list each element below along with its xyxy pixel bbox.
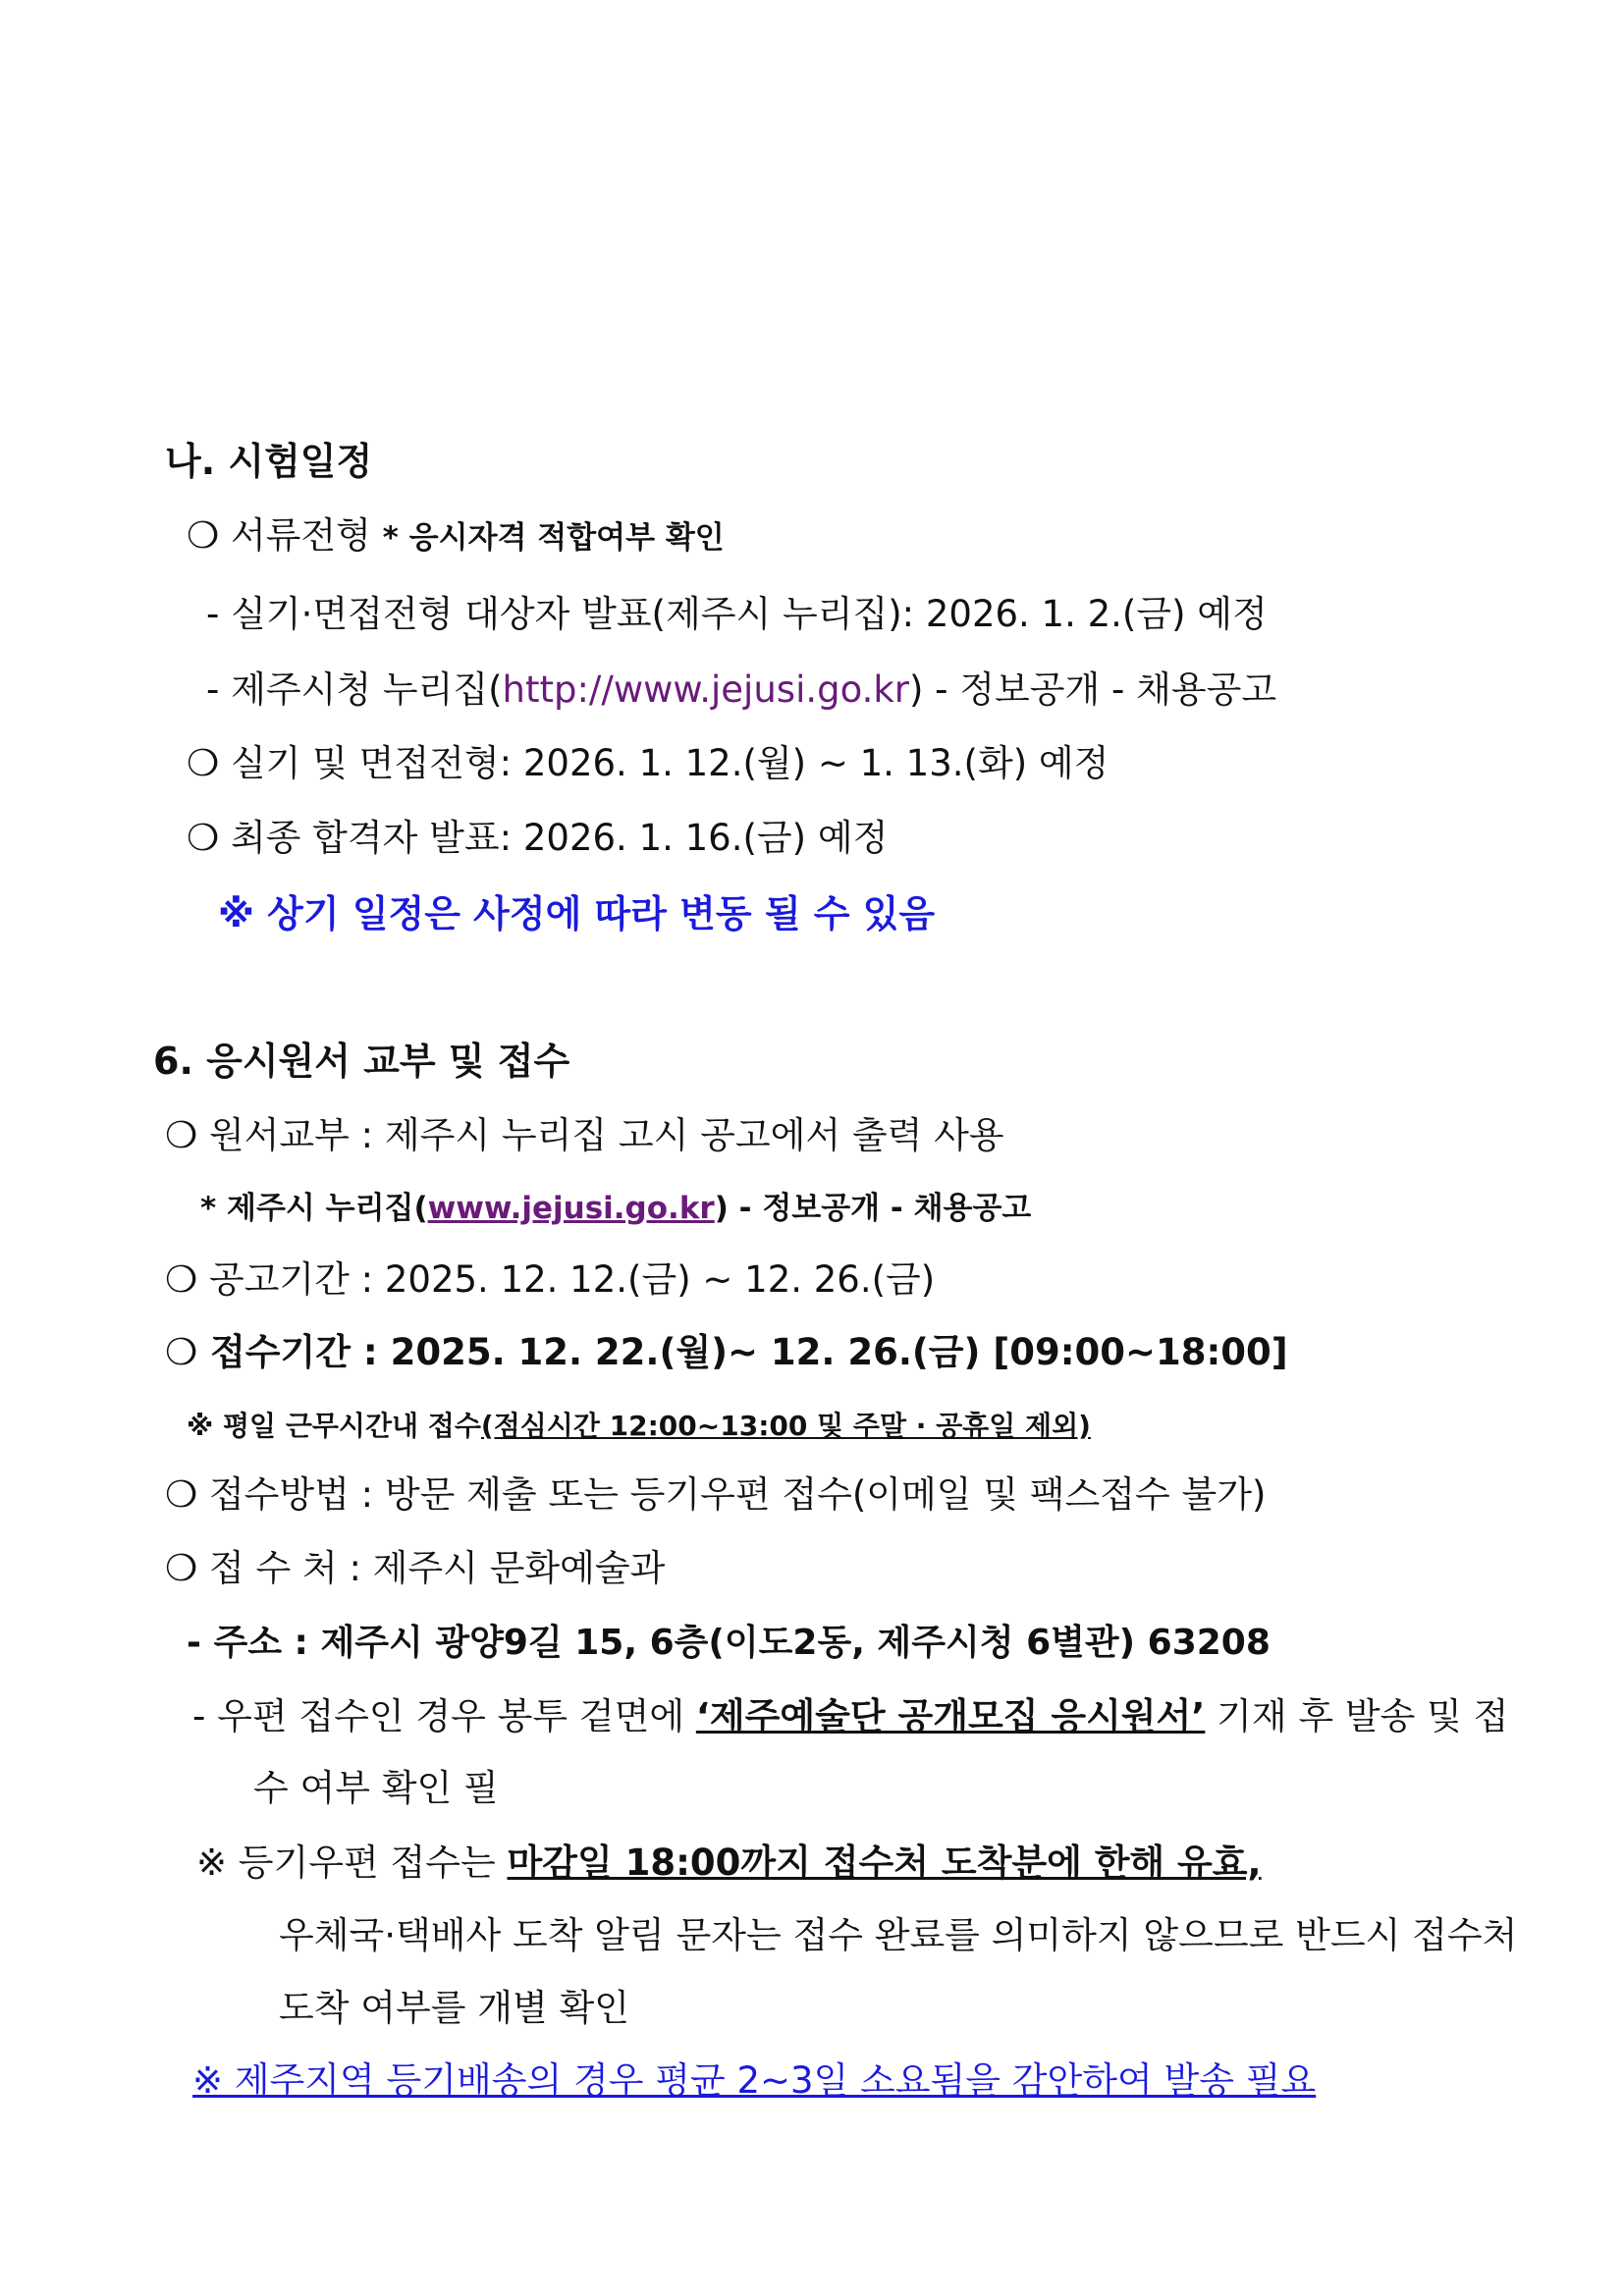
registered-highlight: 마감일 18:00까지 접수처 도착분에 한해 유효, (507, 1842, 1262, 1884)
section-heading-application: 6. 응시원서 교부 및 접수 (153, 1040, 570, 1083)
doc-review-note: * 응시자격 적합여부 확인 (382, 520, 725, 556)
hours-note-underlined: (점심시간 12:00~13:00 및 주말 · 공휴일 제외) (480, 1410, 1091, 1442)
reception-place-text: 접 수 처 : 제주시 문화예술과 (208, 1547, 666, 1589)
posting-period-item (165, 1258, 935, 1302)
circle-bullet-icon: ❍ (165, 1473, 198, 1516)
announcement-line: - 실기·면접전형 대상자 발표(제주시 누리집): 2026. 1. 2.(금) 예정 (206, 593, 1268, 635)
circle-bullet-icon: ❍ (187, 514, 220, 557)
reception-place-item (165, 1547, 665, 1590)
hours-note-prefix: ※ 평일 근무시간내 접수 (187, 1410, 481, 1442)
distribution-text: 원서교부 : 제주시 누리집 고시 공고에서 출력 사용 (208, 1114, 1004, 1156)
method-text: 접수방법 : 방문 제출 또는 등기우편 접수(이메일 및 팩스접수 불가) (208, 1473, 1267, 1516)
schedule-change-notice: ※ 상기 일정은 사정에 따라 변동 될 수 있음 (218, 892, 936, 935)
registered-prefix: ※ 등기우편 접수는 (196, 1842, 508, 1884)
practical-exam-text: 실기 및 면접전형: 2026. 1. 12.(월) ~ 1. 13.(화) 예정 (230, 742, 1109, 784)
reception-period-text: 접수기간 : 2025. 12. 22.(월)~ 12. 26.(금) [09:00~18:00] (210, 1331, 1288, 1373)
mail-highlight: ‘제주예술단 공개모집 응시원서’ (695, 1695, 1206, 1737)
homepage-note-link[interactable]: www.jejusi.go.kr (427, 1191, 715, 1226)
homepage-note-suffix: ) - 정보공개 - 채용공고 (714, 1191, 1032, 1226)
homepage-prefix: - 제주시청 누리집( (206, 668, 503, 711)
homepage-link[interactable]: http://www.jejusi.go.kr (502, 668, 909, 711)
mail-instruction-line2: 수 여부 확인 필 (253, 1767, 499, 1809)
circle-bullet-icon: ❍ (165, 1114, 198, 1156)
practical-exam-item (187, 742, 1109, 785)
doc-review-item (187, 514, 725, 558)
mail-prefix: - 우편 접수인 경우 봉투 겉면에 (192, 1695, 696, 1737)
homepage-note-prefix: * 제주시 누리집( (200, 1191, 428, 1226)
final-announcement-text: 최종 합격자 발표: 2026. 1. 16.(금) 예정 (230, 817, 889, 859)
final-announcement-item (187, 817, 888, 860)
method-item (165, 1473, 1266, 1517)
circle-bullet-icon: ❍ (187, 742, 220, 784)
homepage-note (200, 1191, 1031, 1227)
mail-suffix: 기재 후 발송 및 접 (1205, 1695, 1509, 1737)
homepage-line (206, 668, 1276, 712)
mail-instruction-line (192, 1695, 1508, 1738)
address-line: - 주소 : 제주시 광양9길 15, 6층(이도2동, 제주시청 6별관) 63208 (187, 1623, 1271, 1663)
homepage-suffix: ) - 정보공개 - 채용공고 (908, 668, 1277, 711)
reception-period-item (165, 1331, 1288, 1374)
circle-bullet-icon: ❍ (187, 817, 220, 859)
distribution-item (165, 1114, 1004, 1157)
circle-bullet-icon: ❍ (165, 1258, 198, 1301)
section-heading-exam-schedule: 나. 시험일정 (165, 440, 373, 483)
circle-bullet-icon: ❍ (165, 1547, 198, 1589)
registered-mail-line (196, 1842, 1262, 1885)
jeju-delivery-note: ※ 제주지역 등기배송의 경우 평균 2~3일 소요됨을 감안하여 발송 필요 (192, 2059, 1317, 2102)
hours-note (187, 1410, 1091, 1443)
registered-mail-line2: 우체국·택배사 도착 알림 문자는 접수 완료를 의미하지 않으므로 반드시 접수처 (279, 1914, 1518, 1956)
circle-bullet-icon: ❍ (165, 1331, 198, 1373)
posting-period-text: 공고기간 : 2025. 12. 12.(금) ~ 12. 26.(금) (208, 1258, 936, 1301)
registered-mail-line3: 도착 여부를 개별 확인 (279, 1987, 629, 2029)
doc-review-label: 서류전형 (230, 514, 371, 557)
